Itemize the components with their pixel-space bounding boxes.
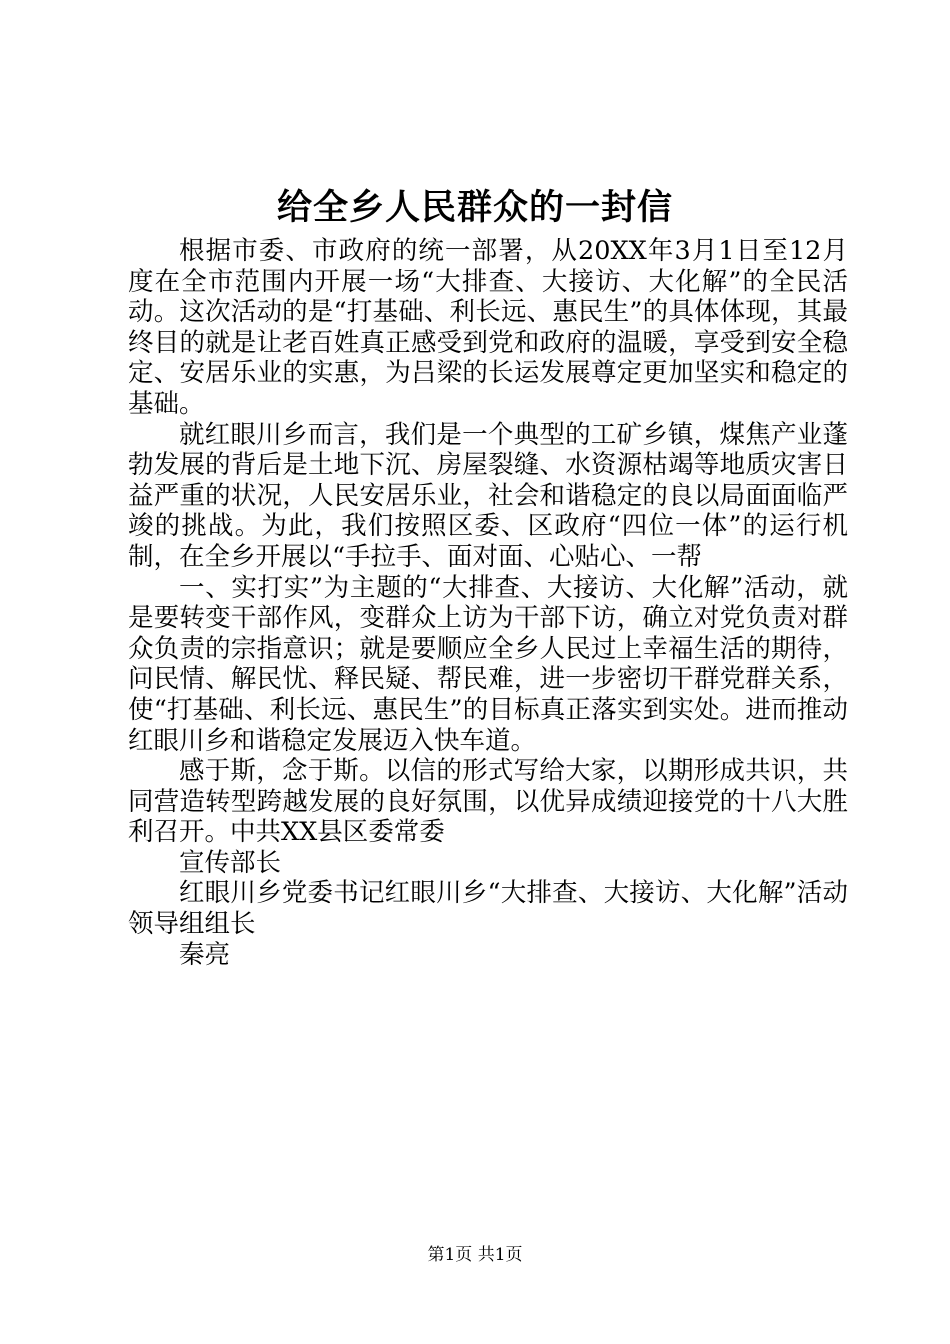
paragraph-activity: 一、实打实”为主题的“大排查、大接访、大化解”活动，就是要转变干部作风，变群众上访为干部下访，确立对党负责对群众负责的宗指意识；就是要顺应全乡人民过上幸福生活的期待，问民情、解民忧、释民疑、帮民难，进一步密切干群党群关系，使“打基础、利长远、惠民生”的目标真正落实到实处。进而推动红眼川乡和谐稳定发展迈入快车道。 bbox=[128, 572, 848, 756]
page-footer: 第1页 共1页 bbox=[427, 1245, 523, 1265]
paragraph-situation: 就红眼川乡而言，我们是一个典型的工矿乡镇，煤焦产业蓬勃发展的背后是土地下沉、房屋裂缝、水资源枯竭等地质灾害日益严重的状况，人民安居乐业，社会和谐稳定的良以局面面临严竣的挑战。为此，我们按照区委、区政府“四位一体”的运行机制，在全乡开展以“手拉手、面对面、心贴心、一帮 bbox=[128, 419, 848, 572]
paragraph-closing: 感于斯，念于斯。以信的形式写给大家，以期形成共识，共同营造转型跨越发展的良好氛围，以优异成绩迎接党的十八大胜利召开。中共XX县区委常委 bbox=[128, 756, 848, 848]
signature-title-propaganda: 宣传部长 bbox=[179, 847, 282, 878]
paragraph-intro: 根据市委、市政府的统一部署，从20XX年3月1日至12月度在全市范围内开展一场“大排查、大接访、大化解”的全民活动。这次活动的是“打基础、利长远、惠民生”的具体体现，其最终目的就是让老百姓真正感受到党和政府的温暖，享受到安全稳定、安居乐业的实惠，为吕梁的长运发展尊定更加坚实和稳定的基础。 bbox=[128, 236, 848, 419]
page-title: 给全乡人民群众的一封信 bbox=[276, 187, 673, 228]
signature-name: 秦亮 bbox=[179, 939, 231, 970]
signature-title-secretary: 红眼川乡党委书记红眼川乡“大排查、大接访、大化解”活动领导组组长 bbox=[128, 878, 848, 940]
letter-body bbox=[128, 236, 848, 970]
